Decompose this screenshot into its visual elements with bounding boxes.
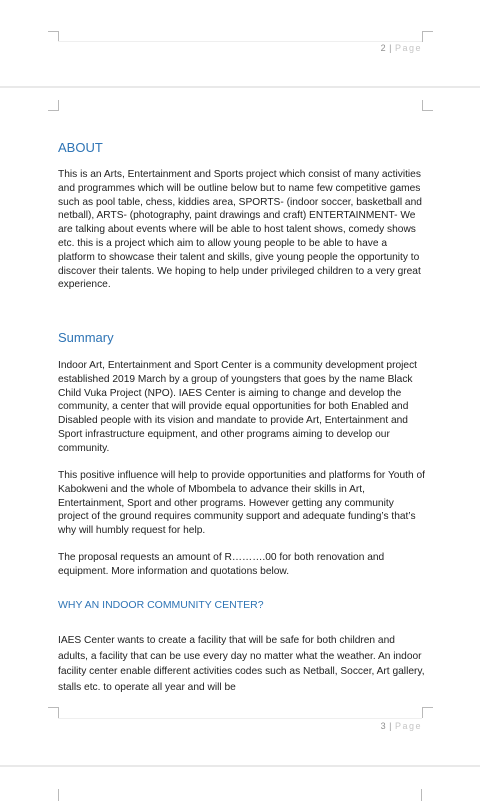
- next-page: [0, 767, 480, 807]
- crop-mark-top-left: [58, 789, 59, 801]
- crop-mark-bottom-right: [422, 707, 433, 718]
- page-number-separator: |: [389, 721, 392, 731]
- current-page: [0, 88, 480, 765]
- page-number: 2: [380, 43, 387, 53]
- page-number-footer: [381, 43, 422, 53]
- why-heading: WHY AN INDOOR COMMUNITY CENTER?: [58, 599, 264, 611]
- crop-mark-top-right: [421, 789, 422, 801]
- crop-mark-top-left: [48, 100, 59, 111]
- why-paragraph: IAES Center wants to create a facility that will be safe for both children and adults, a facility that can be use every day no matter what the weather. An indoor facility center enable different activities codes such as Netball, Soccer, Art gallery, stalls etc. to operate all year and will be: [58, 635, 425, 693]
- footer-rule: [58, 41, 422, 42]
- about-heading: ABOUT: [58, 140, 103, 155]
- summary-paragraph-3: The proposal requests an amount of R……….00 for both renovation and equipment. More information and quotations below.: [58, 552, 385, 577]
- crop-mark-bottom-right: [422, 31, 433, 42]
- page-number-separator: |: [389, 43, 392, 53]
- page-number: 3: [380, 721, 387, 731]
- footer-rule: [58, 718, 422, 719]
- page-word: Page: [394, 721, 422, 731]
- summary-paragraph-1: Indoor Art, Entertainment and Sport Center is a community development project established 2019 March by a group of youngsters that goes by the name Black Child Vuka Project (NPO). IAES Center is aiming to change and develop the community, a center that will provide equal opportunities for both Enabled and Disabled people with its vision and mandate to provide Art, Entertainment and Sport infrastructure equipment, and other programs aiming to develop our community.: [58, 360, 418, 454]
- crop-mark-bottom-left: [48, 707, 59, 718]
- crop-mark-top-right: [422, 100, 433, 111]
- summary-paragraph-2: This positive influence will help to provide opportunities and platforms for Youth of Kabokweni and the whole of Mbombela to advance their skills in Art, Entertainment, Sport and other programs. However getting any community project of the ground requires community support and adequate funding’s that’s why will humbly request for help.: [58, 470, 425, 537]
- page-word: Page: [394, 43, 422, 53]
- about-paragraph: This is an Arts, Entertainment and Sports project which consist of many activities and programmes which will be outline below but to name few competitive games such as pool table, chess, kiddies area, SPORTS- (indoor soccer, basketball and netball), ARTS- (photography, paint drawings and craft) ENTERTAINMENT- We are talking about events where will be able to host talent shows, comedy shows etc. this is a project which aim to allow young people to be able to have a platform to showcase their talent and skills, give young people the opportunity to discover their talents. We hoping to help under privileged children to a very great experience.: [58, 169, 422, 291]
- page-number-footer: [381, 721, 422, 731]
- previous-page: [0, 0, 480, 86]
- summary-heading: Summary: [58, 330, 114, 345]
